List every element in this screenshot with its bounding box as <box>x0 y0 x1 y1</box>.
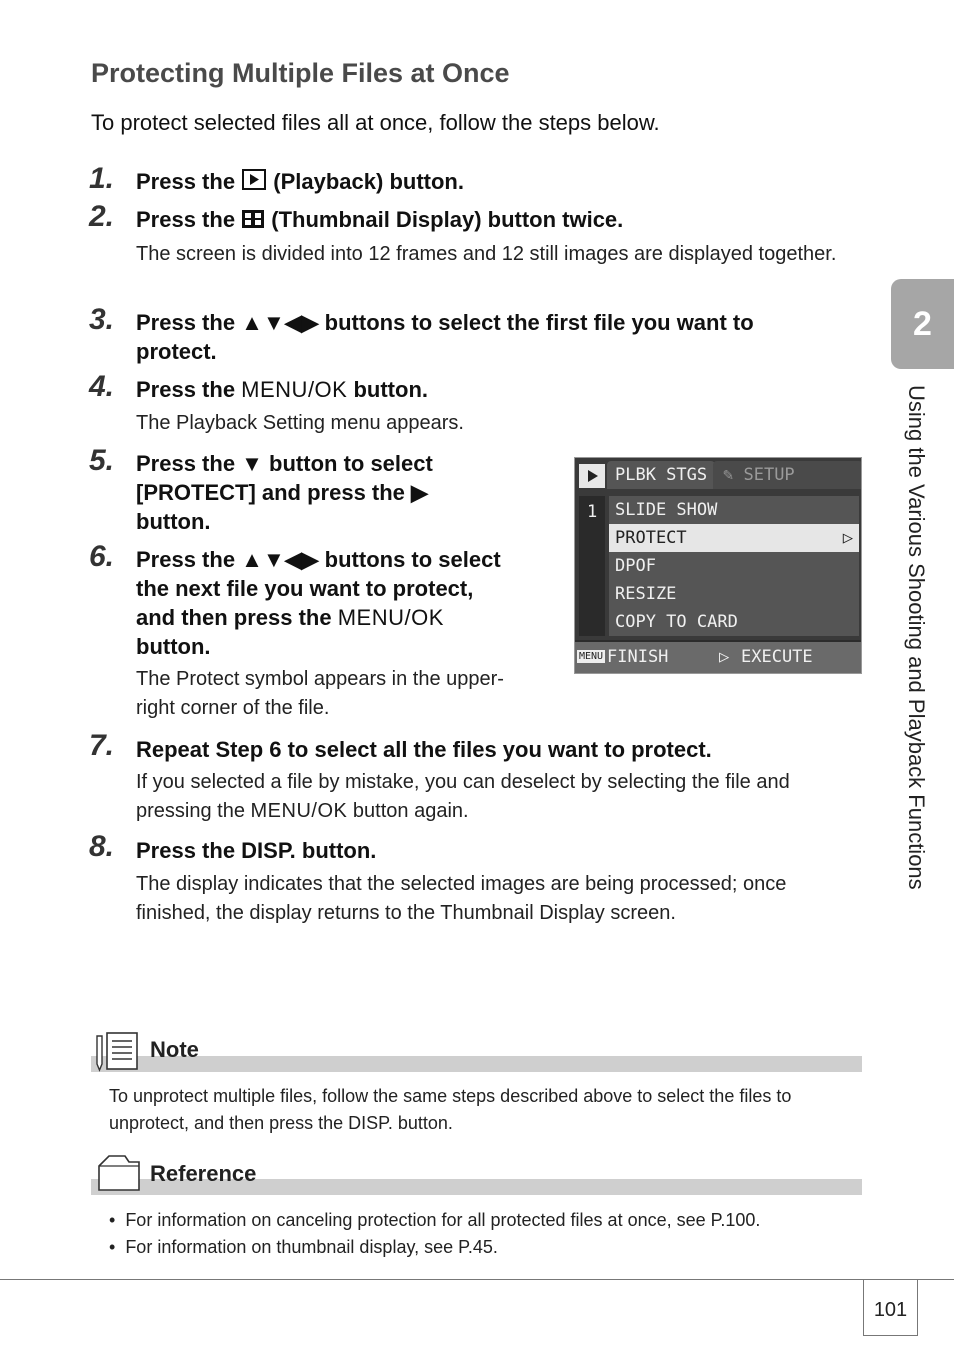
screen-playback-icon <box>579 464 605 488</box>
note-heading: Note <box>150 1037 199 1062</box>
screen-menu-item: COPY TO CARD <box>609 608 859 636</box>
screen-menu-item-selected <box>609 524 859 552</box>
step-3-line2: protect. <box>136 339 217 364</box>
step-6-number: 6. <box>89 540 115 573</box>
reference-item-text: For information on canceling protection for all protected files at once, see P.100. <box>125 1210 761 1230</box>
note-line2: unprotect, and then press the DISP. button. <box>109 1113 453 1133</box>
thumbnail-icon <box>241 207 265 236</box>
step-6-line3-pre: and then press the <box>136 605 338 630</box>
menu-ok-label: MENU/OK <box>241 377 348 402</box>
step-2-text <box>136 205 623 236</box>
step-4-text <box>136 375 428 404</box>
step-4-desc: The Playback Setting menu appears. <box>136 412 464 434</box>
menu-ok-label: MENU/OK <box>337 605 444 630</box>
step-6-desc-line1: The Protect symbol appears in the upper- <box>136 668 504 690</box>
step-2-post: (Thumbnail Display) button twice. <box>265 207 624 232</box>
step-8-number: 8. <box>89 830 115 863</box>
screen-footer-execute: EXECUTE <box>741 647 813 667</box>
step-7-desc-post: button again. <box>347 800 469 822</box>
chapter-title: Using the Various Shooting and Playback Functions <box>904 385 929 890</box>
chapter-side-label <box>903 385 943 985</box>
camera-menu-screen <box>574 457 862 674</box>
right-arrow-icon: ▷ <box>842 528 853 548</box>
step-5-text <box>136 449 433 536</box>
step-7-desc-line2 <box>136 797 866 826</box>
screen-menu-item-protect: PROTECT <box>615 528 687 548</box>
step-6-line3 <box>136 603 501 632</box>
reference-item <box>109 1207 760 1234</box>
step-3-text <box>136 308 876 366</box>
step-1-number: 1. <box>89 162 115 195</box>
page-number: 101 <box>863 1280 918 1336</box>
step-7-text: Repeat Step 6 to select all the files you want to protect. <box>136 737 712 762</box>
step-6-line4: button. <box>136 634 211 659</box>
step-5-number: 5. <box>89 444 115 477</box>
step-8-desc <box>136 870 866 928</box>
note-icon <box>95 1030 141 1072</box>
chapter-tab: 2 <box>891 279 954 369</box>
step-3-line1: Press the ▲▼◀▶ buttons to select the first file you want to <box>136 310 754 335</box>
bottom-rule <box>0 1279 954 1280</box>
screen-menu-item: SLIDE SHOW <box>609 496 859 524</box>
menu-key-icon: MENU <box>579 651 604 662</box>
step-5-line2: [PROTECT] and press the ▶ <box>136 480 428 505</box>
intro-text: To protect selected files all at once, follow the steps below. <box>91 110 660 135</box>
step-5-line3: button. <box>136 509 211 534</box>
step-3-number: 3. <box>89 303 115 336</box>
bullet-icon: • <box>109 1237 126 1257</box>
reference-icon <box>95 1152 143 1194</box>
step-1-pre: Press the <box>136 169 242 194</box>
screen-menu-item: DPOF <box>609 552 859 580</box>
reference-heading: Reference <box>150 1161 257 1186</box>
step-4-pre: Press the <box>136 377 242 402</box>
step-7-desc-pre: pressing the <box>136 800 251 822</box>
screen-page-indicator: 1 <box>587 502 598 522</box>
step-6-line1: Press the ▲▼◀▶ buttons to select <box>136 547 501 572</box>
step-5-line1: Press the ▼ button to select <box>136 451 433 476</box>
screen-footer-finish: FINISH <box>607 647 669 667</box>
step-2-pre: Press the <box>136 207 242 232</box>
right-key-icon: ▷ <box>719 647 730 667</box>
menu-ok-label: MENU/OK <box>250 800 348 822</box>
screen-tab-plbk: PLBK STGS <box>607 461 715 489</box>
step-1-post: (Playback) button. <box>267 169 464 194</box>
bullet-icon: • <box>109 1210 126 1230</box>
screen-menu-item: RESIZE <box>609 580 859 608</box>
page-title: Protecting Multiple Files at Once <box>91 58 510 88</box>
step-4-post: button. <box>347 377 428 402</box>
step-1-text <box>136 167 464 198</box>
note-line1: To unprotect multiple files, follow the same steps described above to select the files to <box>109 1086 792 1106</box>
screen-tab-setup <box>713 461 862 489</box>
step-4-number: 4. <box>89 370 115 403</box>
step-6-desc-line2: right corner of the file. <box>136 697 330 719</box>
step-2-desc: The screen is divided into 12 frames and 12 still images are displayed together. <box>136 243 837 265</box>
step-8-desc-line1: The display indicates that the selected images are being processed; once <box>136 873 787 895</box>
playback-icon <box>241 169 267 198</box>
step-6-line2: the next file you want to protect, <box>136 576 474 601</box>
step-7-desc <box>136 768 866 826</box>
screen-footer <box>575 642 861 673</box>
step-6-text <box>136 545 501 661</box>
step-7-number: 7. <box>89 729 115 762</box>
note-body <box>109 1083 791 1137</box>
screen-menu-list <box>609 496 859 636</box>
reference-item <box>109 1234 498 1261</box>
reference-item-text: For information on thumbnail display, see P.45. <box>125 1237 498 1257</box>
step-7-desc-line1: If you selected a file by mistake, you can deselect by selecting the file and <box>136 771 790 793</box>
step-2-number: 2. <box>89 200 115 233</box>
note-bar <box>91 1056 862 1072</box>
step-8-desc-line2: finished, the display returns to the Thumbnail Display screen. <box>136 902 676 924</box>
step-8-text: Press the DISP. button. <box>136 838 377 863</box>
step-6-desc <box>136 665 504 723</box>
setup-wrench-icon: ✎ <box>723 465 744 485</box>
screen-tab-setup-label: SETUP <box>743 465 795 485</box>
